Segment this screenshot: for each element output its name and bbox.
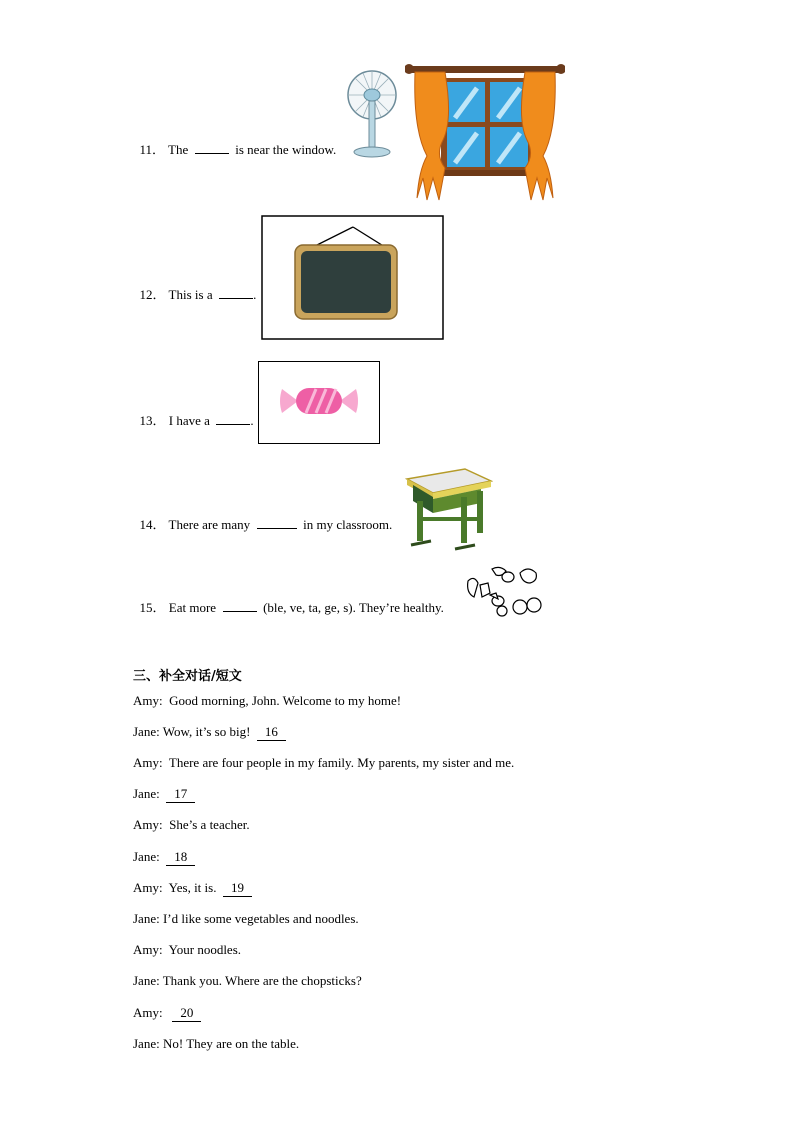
dialogue-text: She’s a teacher.	[169, 817, 250, 832]
speaker: Jane:	[133, 724, 160, 739]
question-number: 14．	[139, 517, 166, 532]
answer-blank[interactable]	[257, 516, 297, 529]
dialogue-line	[133, 693, 401, 709]
speaker: Amy:	[133, 755, 163, 770]
dialogue-line	[133, 973, 362, 989]
speaker: Amy:	[133, 1005, 163, 1020]
vegetables-picture	[462, 563, 546, 619]
section-heading: 三、补全对话/短文	[133, 669, 242, 684]
answer-blank-17[interactable]: 17	[166, 786, 195, 803]
question-text-after: .	[250, 413, 254, 428]
dialogue-text: Wow, it’s so big!	[162, 724, 251, 739]
question-text-after: .	[253, 287, 257, 302]
dialogue-line	[133, 942, 241, 958]
speaker: Amy:	[133, 880, 163, 895]
fan-picture	[345, 68, 401, 160]
dialogue-text: I’d like some vegetables and noodles.	[162, 911, 359, 926]
dialogue-line	[133, 755, 514, 771]
window-picture	[405, 60, 565, 205]
dialogue-text: Your noodles.	[168, 942, 242, 957]
dialogue-text: There are four people in my family. My parents, my sister and me.	[168, 755, 515, 770]
speaker: Amy:	[133, 942, 163, 957]
dialogue-line	[133, 911, 359, 927]
question-11	[133, 125, 336, 158]
question-text-before: I have a	[168, 413, 210, 428]
desk-picture	[405, 465, 493, 553]
speaker: Jane:	[133, 973, 160, 988]
speaker: Jane:	[133, 849, 160, 864]
dialogue-text: Yes, it is.	[168, 880, 217, 895]
answer-blank-20[interactable]: 20	[172, 1005, 201, 1022]
dialogue-text: Good morning, John. Welcome to my home!	[169, 693, 402, 708]
speaker: Amy:	[133, 693, 163, 708]
question-text-before: This is a	[168, 287, 213, 302]
dialogue-line	[133, 849, 195, 866]
blackboard-picture	[261, 215, 444, 340]
dialogue-line	[133, 1005, 201, 1022]
dialogue-text: No! They are on the table.	[162, 1036, 300, 1051]
candy-picture	[258, 361, 380, 444]
answer-blank-16[interactable]: 16	[257, 724, 286, 741]
question-number: 12．	[139, 287, 166, 302]
dialogue-line	[133, 1036, 299, 1052]
dialogue-line	[133, 724, 286, 741]
speaker: Jane:	[133, 786, 160, 801]
question-13	[133, 396, 254, 429]
answer-blank-19[interactable]: 19	[223, 880, 252, 897]
question-text-after: in my classroom.	[303, 517, 393, 532]
speaker: Amy:	[133, 817, 163, 832]
speaker: Jane:	[133, 1036, 160, 1051]
question-text-before: Eat more	[168, 600, 217, 615]
answer-blank[interactable]	[223, 599, 257, 612]
answer-blank[interactable]	[195, 141, 229, 154]
question-14	[133, 500, 392, 533]
dialogue-line	[133, 786, 195, 803]
question-15	[133, 583, 444, 616]
question-text-before: There are many	[168, 517, 251, 532]
question-text-after: (ble, ve, ta, ge, s). They’re healthy.	[263, 600, 444, 615]
dialogue-line	[133, 817, 250, 833]
answer-blank-18[interactable]: 18	[166, 849, 195, 866]
question-number: 15．	[139, 600, 166, 615]
speaker: Jane:	[133, 911, 160, 926]
question-number: 11．	[139, 142, 166, 157]
dialogue-line	[133, 880, 252, 897]
question-text-before: The	[168, 142, 189, 157]
answer-blank[interactable]	[216, 412, 250, 425]
question-text-after: is near the window.	[235, 142, 337, 157]
dialogue-text: Thank you. Where are the chopsticks?	[162, 973, 362, 988]
question-number: 13．	[139, 413, 166, 428]
answer-blank[interactable]	[219, 286, 253, 299]
question-12	[133, 270, 256, 303]
